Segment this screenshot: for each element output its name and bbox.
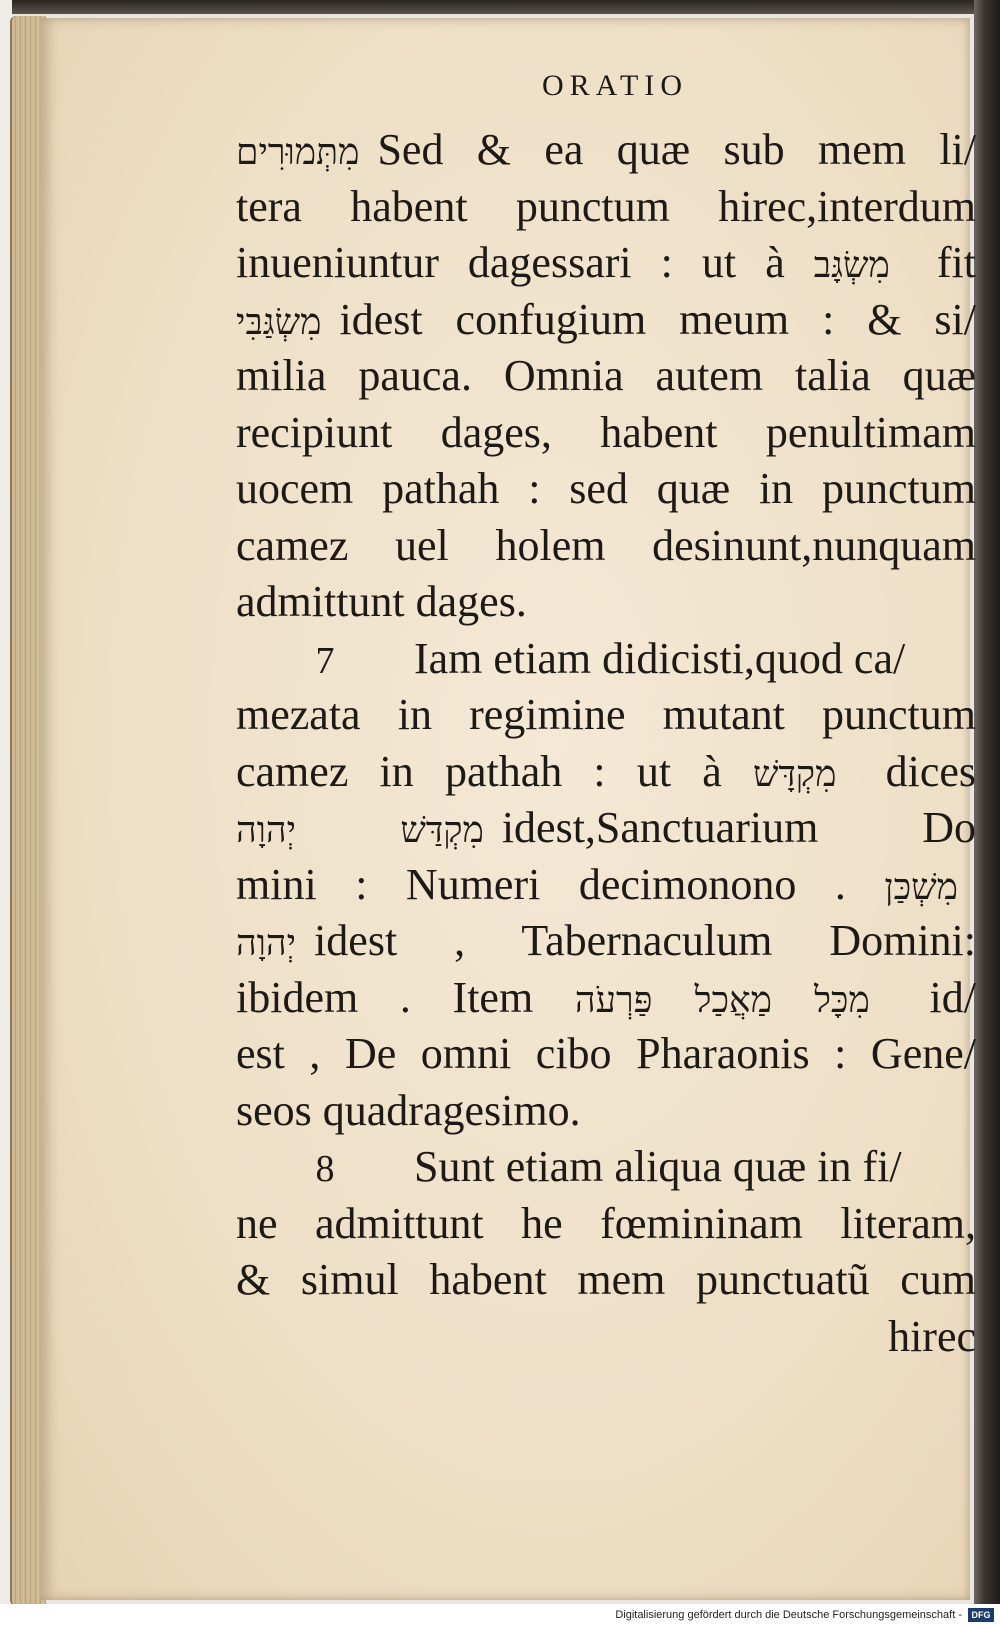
hebrew-word: מִשְׁכַּן bbox=[884, 866, 958, 908]
latin-text: mezata in regimine mutant punctum bbox=[236, 690, 976, 739]
latin-text: camez in pathah : ut à bbox=[236, 746, 722, 796]
latin-text: idest,Sanctuarium Do bbox=[501, 803, 976, 852]
footer-bar bbox=[0, 1604, 1000, 1627]
latin-text: Sed & ea quæ sub mem li/ bbox=[377, 125, 976, 174]
hebrew-word: מִקְדָּשׁ bbox=[753, 753, 837, 795]
latin-text: Iam etiam didicisti,quod ca/ bbox=[414, 633, 906, 683]
text-block bbox=[236, 66, 976, 1365]
text-line bbox=[236, 518, 976, 575]
latin-text: inueniuntur dagessari : ut à bbox=[236, 238, 785, 287]
hebrew-word: מִשְׂגַּבִּי bbox=[236, 301, 322, 343]
text-line bbox=[236, 461, 976, 518]
latin-text: tera habent punctum hirec,interdum bbox=[236, 181, 976, 231]
book-page bbox=[40, 18, 976, 1600]
hebrew-word: מִכָּל מַאֲכַל פַּרְעֹה bbox=[574, 979, 870, 1021]
latin-text: recipiunt dages, habent penultimam bbox=[236, 407, 976, 457]
text-line bbox=[236, 857, 976, 914]
catchword bbox=[236, 1309, 976, 1366]
text-line bbox=[236, 913, 976, 970]
text-line bbox=[236, 970, 976, 1027]
latin-text: seos quadragesimo. bbox=[236, 1085, 581, 1135]
latin-text: camez uel holem desinunt,nunquam bbox=[236, 520, 976, 570]
text-line bbox=[236, 1083, 976, 1140]
hebrew-word: מִקְדַּשׁ יְהוָה bbox=[236, 810, 484, 851]
text-line bbox=[236, 179, 976, 236]
latin-text: & simul habent mem punctuatũ cum bbox=[236, 1255, 976, 1304]
text-line bbox=[236, 292, 976, 349]
text-line bbox=[236, 122, 976, 179]
latin-text: idest confugium meum : & si/ bbox=[339, 294, 976, 344]
text-line bbox=[236, 631, 976, 688]
latin-text: milia pauca. Omnia autem talia quæ bbox=[236, 351, 976, 400]
text-line bbox=[236, 744, 976, 801]
text-line bbox=[236, 1026, 976, 1083]
scan-border-top bbox=[0, 0, 1000, 14]
latin-text: ibidem . Item bbox=[236, 972, 534, 1022]
text-line bbox=[236, 800, 976, 857]
text-line bbox=[236, 1252, 976, 1309]
latin-text: idest , Tabernaculum Domini: bbox=[314, 916, 976, 965]
latin-text: fit bbox=[936, 238, 976, 287]
section-number: 8 bbox=[315, 1148, 335, 1190]
text-line bbox=[236, 235, 976, 292]
section-number: 7 bbox=[315, 639, 335, 682]
hebrew-word: מִשְׂגָּב bbox=[813, 245, 890, 286]
hebrew-word: מִתְּמוּרִים bbox=[236, 132, 360, 173]
latin-text: Sunt etiam aliqua quæ in fi/ bbox=[414, 1142, 902, 1191]
latin-text: est , De omni cibo Pharaonis : Gene/ bbox=[236, 1029, 976, 1078]
text-line bbox=[236, 574, 976, 631]
text-line bbox=[236, 348, 976, 405]
text-line bbox=[236, 687, 976, 744]
text-line bbox=[236, 1196, 976, 1253]
latin-text: hirec bbox=[888, 1311, 976, 1361]
scan-border-right bbox=[974, 0, 1000, 1627]
text-line bbox=[236, 405, 976, 462]
latin-text: mini : Numeri decimonono . bbox=[236, 859, 846, 909]
funding-credit: Digitalisierung gefördert durch die Deutsche Forschungsgemeinschaft - bbox=[615, 1609, 962, 1621]
latin-text: uocem pathah : sed quæ in punctum bbox=[236, 464, 976, 513]
latin-text: id/ bbox=[929, 972, 976, 1022]
text-line bbox=[236, 1139, 976, 1196]
latin-text: ne admittunt he fœmininam literam, bbox=[236, 1198, 976, 1248]
latin-text: admittunt dages. bbox=[236, 577, 527, 626]
hebrew-word: יְהוָה bbox=[236, 923, 297, 964]
dfg-logo: DFG bbox=[968, 1608, 994, 1622]
running-title: ORATIO bbox=[542, 69, 688, 102]
latin-text: dices bbox=[885, 746, 976, 796]
